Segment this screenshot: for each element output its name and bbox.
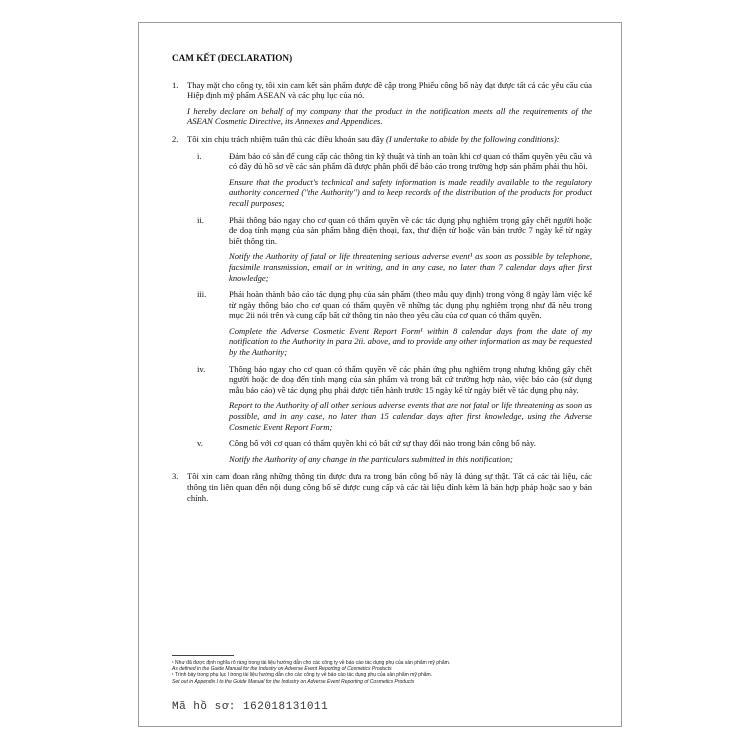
item-text-en: I hereby declare on behalf of my company that the product in the notification meets all the requirements of the ASEAN Cosmetic Directive, its Annexes and Appendices. [187,105,592,127]
sub-item-text-vi: Đảm bảo có sẵn để cung cấp các thông tin kỹ thuật và tính an toàn khi cơ quan có thẩm quyền yêu cầu và có đầy đủ hồ sơ về các sản phẩm đã được phân phối để báo cáo trong trường hợp sản phẩm phải thu hồi. [229,150,592,172]
sub-item-number: i. [197,150,202,161]
sub-item-number: iv. [197,363,206,374]
footnote-1-en: As defined in the Guide Manual for the Industry on Adverse Event Reporting of Cosmetics Products [172,666,392,673]
sub-item-ii [187,215,592,284]
sub-item-iv [187,364,592,433]
declaration-content [172,53,592,510]
page-title: CAM KẾT (DECLARATION) [172,53,293,63]
sub-item-text-en: Notify the Authority of fatal or life threatening serious adverse event¹ as soon as possible by telephone, facsimile transmission, email or in writing, and in any case, no later than 7 calendar days after first knowledge; [229,251,592,283]
sub-item-number: v. [197,438,203,449]
document-number: Mã hồ sơ: 162018131011 [172,701,329,713]
sub-item-text-vi: Công bố với cơ quan có thẩm quyền khi có bất cứ sự thay đổi nào trong bản công bố này. [229,438,536,449]
footnote-2-en: Set out in Appendix I to the Guide Manual for the Industry on Adverse Event Reporting of Cosmetics Products [172,678,415,685]
footnote-2-vi: ¹ Trình bày trong phụ lục I trong tài liệu hướng dẫn cho các công ty về báo cáo tác dụng phụ của sản phẩm mỹ phẩm. [172,672,433,679]
footnotes [172,655,592,685]
sub-item-text-vi: Thông báo ngay cho cơ quan có thẩm quyền về các phản ứng phụ nghiêm trọng nhưng không gây chết người hoặc đe doạ đến tính mạng của sản phẩm và trong bất cứ trường hợp nào, việc báo cáo (sử dụng mẫu báo cáo) về tác dụng phụ phải được tiến hành trước 15 ngày kể từ ngày biết về tác dụng phụ này. [229,363,592,395]
item-text-vi: Tôi xin chịu trách nhiệm tuân thủ các điều khoản sau đây [187,133,384,144]
document-page [138,22,622,727]
sub-item-text-en: Ensure that the product's technical and safety information is made readily available to the regulatory authority concerned ("the Authority") and to keep records of the distribution of the products for product recall purposes; [229,176,592,208]
declaration-item-2 [172,134,592,464]
item-text-en: (I undertake to abide by the following conditions): [386,133,560,144]
item-number: 3. [172,471,179,482]
sub-item-text-vi: Phải hoàn thành báo cáo tác dụng phụ của sản phẩm (theo mẫu quy định) trong vòng 8 ngày làm việc kể từ ngày thông báo cho cơ quan có thẩm quyền về những tác dụng phụ nghiêm trọng như đã nêu trong mục 2ii nói trên và cung cấp bất cứ thông tin nào theo yêu cầu của cơ quan có thẩm quyền. [229,289,592,321]
declaration-item-3 [172,471,592,503]
declaration-item-1 [172,80,592,127]
item-number: 2. [172,133,179,144]
sub-item-i [187,151,592,209]
item-text-vi: Thay mặt cho công ty, tôi xin cam kết sản phẩm được đề cập trong Phiếu công bố này đạt được tất cả các yêu cầu của Hiệp định mỹ phẩm ASEAN và các phụ lục của nó. [187,79,592,101]
item-number: 1. [172,79,179,90]
sub-item-iii [187,289,592,358]
sub-item-text-en: Report to the Authority of all other serious adverse events that are not fatal or life threatening as soon as possible, and in any case, no later than 15 calendar days after first knowledge, using the Adverse Cosmetic Event Report Form; [229,400,592,432]
sub-item-text-en: Notify the Authority of any change in the particulars submitted in this notification; [229,453,513,464]
footnote-divider [172,655,234,656]
sub-item-number: ii. [197,214,204,225]
sub-item-number: iii. [197,289,207,300]
item-text-mixed [187,134,592,145]
sub-item-text-vi: Phải thông báo ngay cho cơ quan có thẩm quyền về các tác dụng phụ nghiêm trọng gây chết người hoặc đe doạ tính mạng của sản phẩm bằng điện thoại, fax, thư điện tử hoặc văn bản trước 7 ngày kể từ ngày biết thông tin. [229,214,592,246]
sub-item-text-en: Complete the Adverse Cosmetic Event Report Form¹ within 8 calendar days from the date of my notification to the Authority in para 2ii. above, and to provide any other information as may be requested by the Authority; [229,325,592,358]
item-text-vi: Tôi xin cam đoan rằng những thông tin được đưa ra trong bản công bố này là đúng sự thật. Tất cả các tài liệu, các thông tin liên quan đến nội dung công bố sẽ được cung cấp và các tài liệu đính kèm là bản hợp pháp hoặc sao y bản chính. [187,471,592,503]
footnote-1-vi: ¹ Như đã được định nghĩa rõ ràng trong tài liệu hướng dẫn cho các công ty về báo cáo tác dụng phụ của sản phẩm mỹ phẩm. [172,660,451,666]
sub-item-v [187,438,592,464]
